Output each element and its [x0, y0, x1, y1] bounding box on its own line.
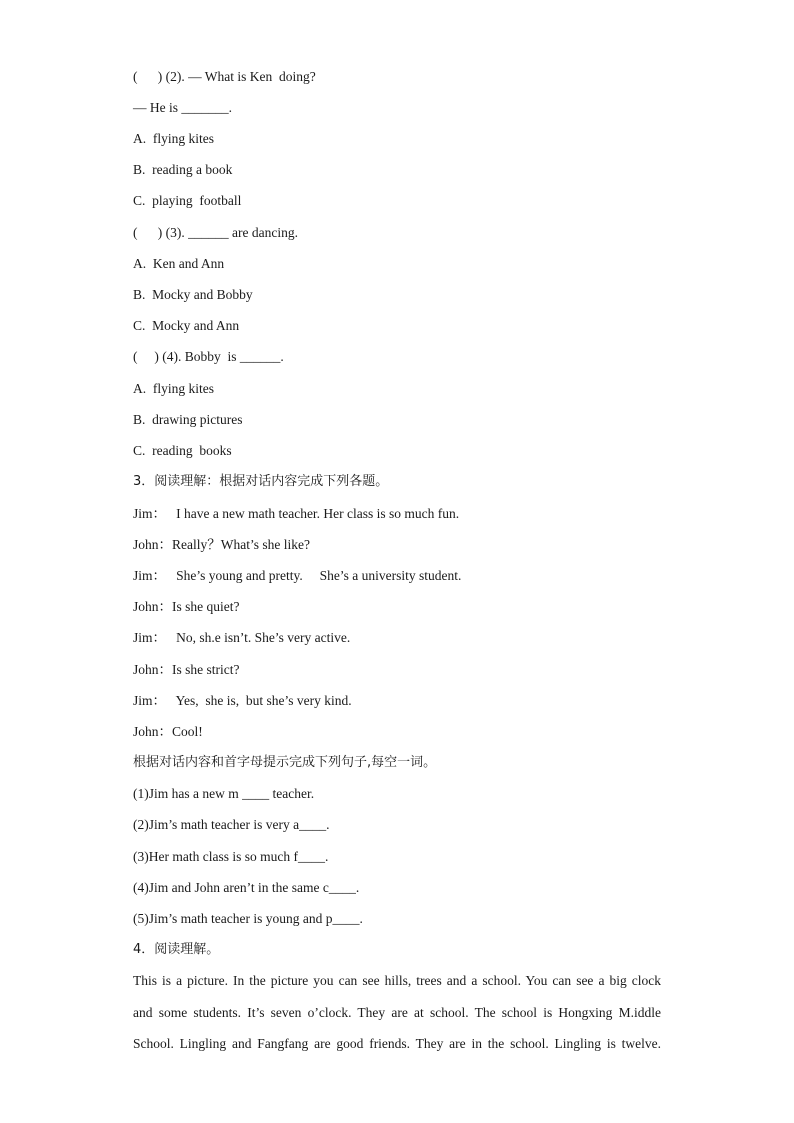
question-4-option-a: A. flying kites [133, 381, 214, 396]
dialogue-line: John：Is she strict? [133, 662, 240, 677]
dialogue-line: Jim： No, sh.e isn’t. She’s very active. [133, 630, 351, 645]
question-2-option-b: B. reading a book [133, 162, 233, 177]
question-3: ( ) (3). ______ are dancing. [133, 225, 298, 240]
section-3-instruction: 根据对话内容和首字母提示完成下列句子,每空一词。 [133, 755, 437, 770]
dialogue-line: Jim： She’s young and pretty. She’s a university student. [133, 568, 462, 583]
question-2-option-a: A. flying kites [133, 131, 214, 146]
dialogue-line: John：Really？What’s she like? [133, 537, 310, 552]
passage-line: This is a picture. In the picture you can see hills, trees and a school. You can see a big clock [133, 973, 661, 988]
dialogue-line: John：Cool! [133, 724, 203, 739]
dialogue-line: John：Is she quiet? [133, 599, 240, 614]
question-2-option-c: C. playing football [133, 193, 242, 208]
passage-line: and some students. It’s seven o’clock. They are at school. The school is Hongxing M.iddle [133, 1005, 661, 1020]
question-4-option-b: B. drawing pictures [133, 412, 243, 427]
dialogue-line: Jim： Yes, she is, but she’s very kind. [133, 693, 352, 708]
fill-blank-4: (4)Jim and John aren’t in the same c____. [133, 880, 360, 895]
fill-blank-1: (1)Jim has a new m ____ teacher. [133, 786, 315, 801]
question-3-option-b: B. Mocky and Bobby [133, 287, 253, 302]
passage-line: School. Lingling and Fangfang are good friends. They are in the school. Lingling is twelve. [133, 1036, 661, 1051]
fill-blank-5: (5)Jim’s math teacher is young and p____. [133, 911, 363, 926]
dialogue-line: Jim： I have a new math teacher. Her class is so much fun. [133, 506, 460, 521]
question-4: ( ) (4). Bobby is ______. [133, 349, 284, 364]
section-4-heading: 4．阅读理解。 [133, 942, 220, 957]
section-3-heading: 3．阅读理解：根据对话内容完成下列各题。 [133, 474, 389, 489]
fill-blank-2: (2)Jim’s math teacher is very a____. [133, 817, 330, 832]
question-4-option-c: C. reading books [133, 443, 232, 458]
question-3-option-c: C. Mocky and Ann [133, 318, 240, 333]
question-2-answer-line: — He is _______. [133, 100, 232, 115]
question-3-option-a: A. Ken and Ann [133, 256, 225, 271]
question-2: ( ) (2). — What is Ken doing? [133, 69, 316, 84]
fill-blank-3: (3)Her math class is so much f____. [133, 849, 329, 864]
